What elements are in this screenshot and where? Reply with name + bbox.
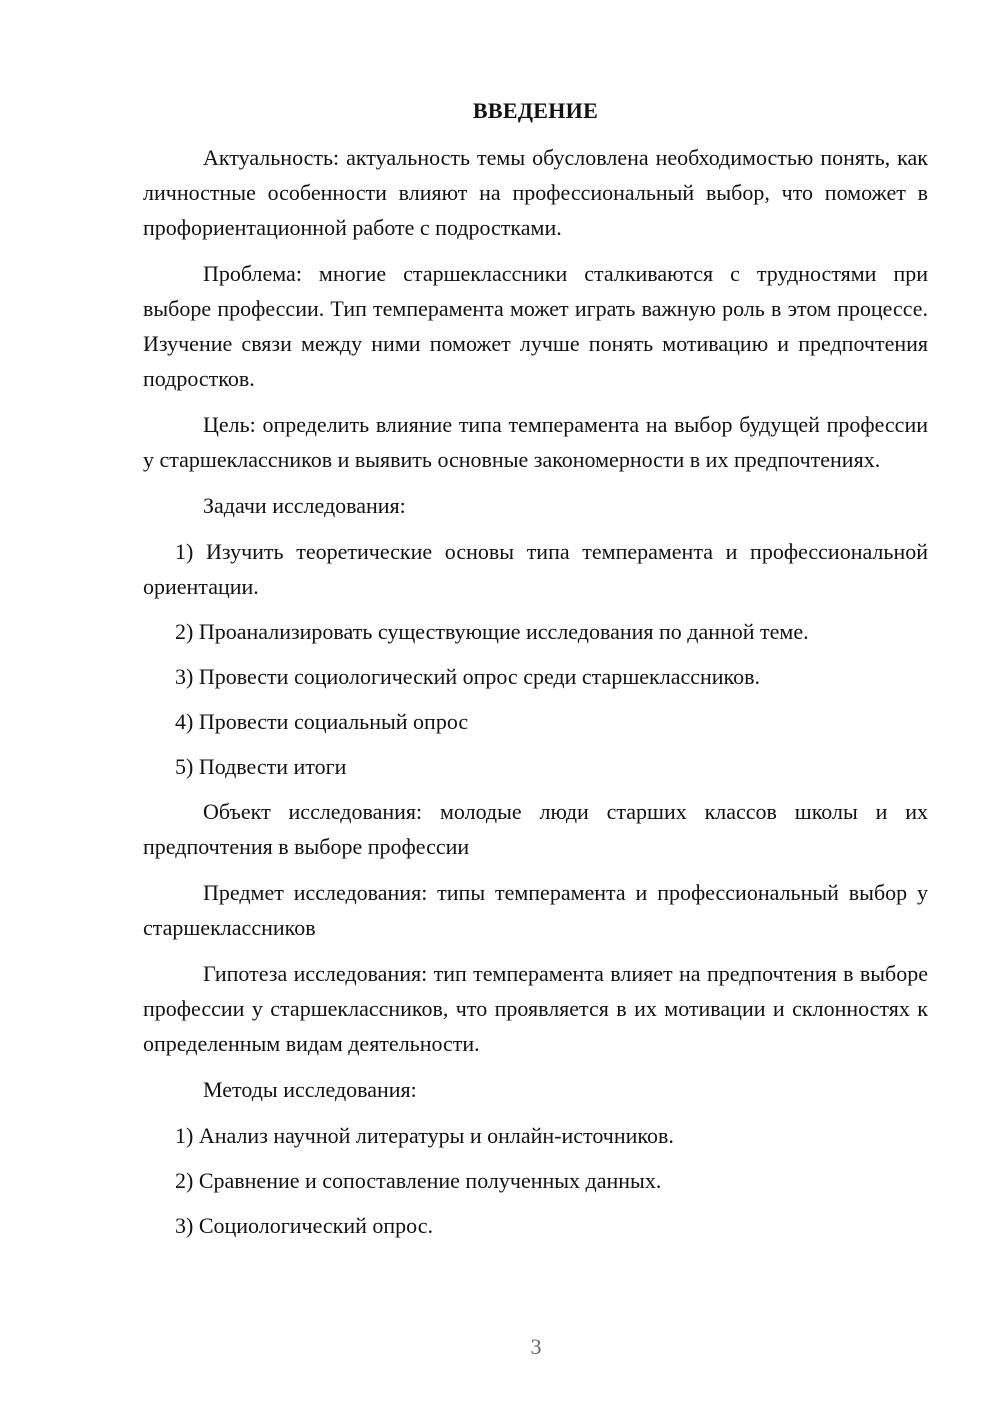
page-number: 3	[530, 1334, 542, 1359]
methods-list	[143, 1118, 928, 1243]
tasks-heading: Задачи исследования:	[203, 493, 406, 518]
task-item: 5) Подвести итоги	[175, 754, 347, 779]
paragraph-goal: Цель: определить влияние типа темперамента на выбор будущей профессии у старшеклассников и выявить основные закономерности в их предпочтениях.	[143, 412, 934, 472]
task-item: 4) Провести социальный опрос	[175, 709, 469, 734]
task-item: 1) Изучить теоретические основы типа темперамента и профессиональной ориентации.	[143, 539, 928, 599]
paragraph-problem: Проблема: многие старшеклассники сталкиваются с трудностями при выборе профессии. Тип темперамента может играть важную роль в этом процессе. Изучение связи между ними поможет лучше понять мотивацию и предпочтения подростков.	[143, 261, 934, 391]
paragraph-relevance: Актуальность: актуальность темы обусловлена необходимостью понять, как личностные особенности влияют на профессиональный выбор, что поможет в профориентационной работе с подростками.	[143, 145, 934, 240]
paragraph-object: Объект исследования: молодые люди старших классов школы и их предпочтения в выборе профессии	[143, 799, 934, 859]
method-item: 1) Анализ научной литературы и онлайн-источников.	[175, 1123, 674, 1148]
task-item: 2) Проанализировать существующие исследования по данной теме.	[175, 619, 809, 644]
paragraph-subject: Предмет исследования: типы темперамента и профессиональный выбор у старшеклассников	[143, 880, 934, 940]
page-content	[143, 94, 934, 1253]
methods-heading: Методы исследования:	[203, 1077, 417, 1102]
method-item: 2) Сравнение и сопоставление полученных данных.	[175, 1168, 662, 1193]
section-title: ВВЕДЕНИЕ	[472, 98, 599, 123]
paragraph-hypothesis: Гипотеза исследования: тип темперамента влияет на предпочтения в выборе профессии у старшеклассников, что проявляется в их мотивации и склонностях к определенным видам деятельности.	[143, 961, 934, 1056]
tasks-list	[143, 534, 928, 784]
task-item: 3) Провести социологический опрос среди старшеклассников.	[175, 664, 760, 689]
method-item: 3) Социологический опрос.	[175, 1213, 433, 1238]
